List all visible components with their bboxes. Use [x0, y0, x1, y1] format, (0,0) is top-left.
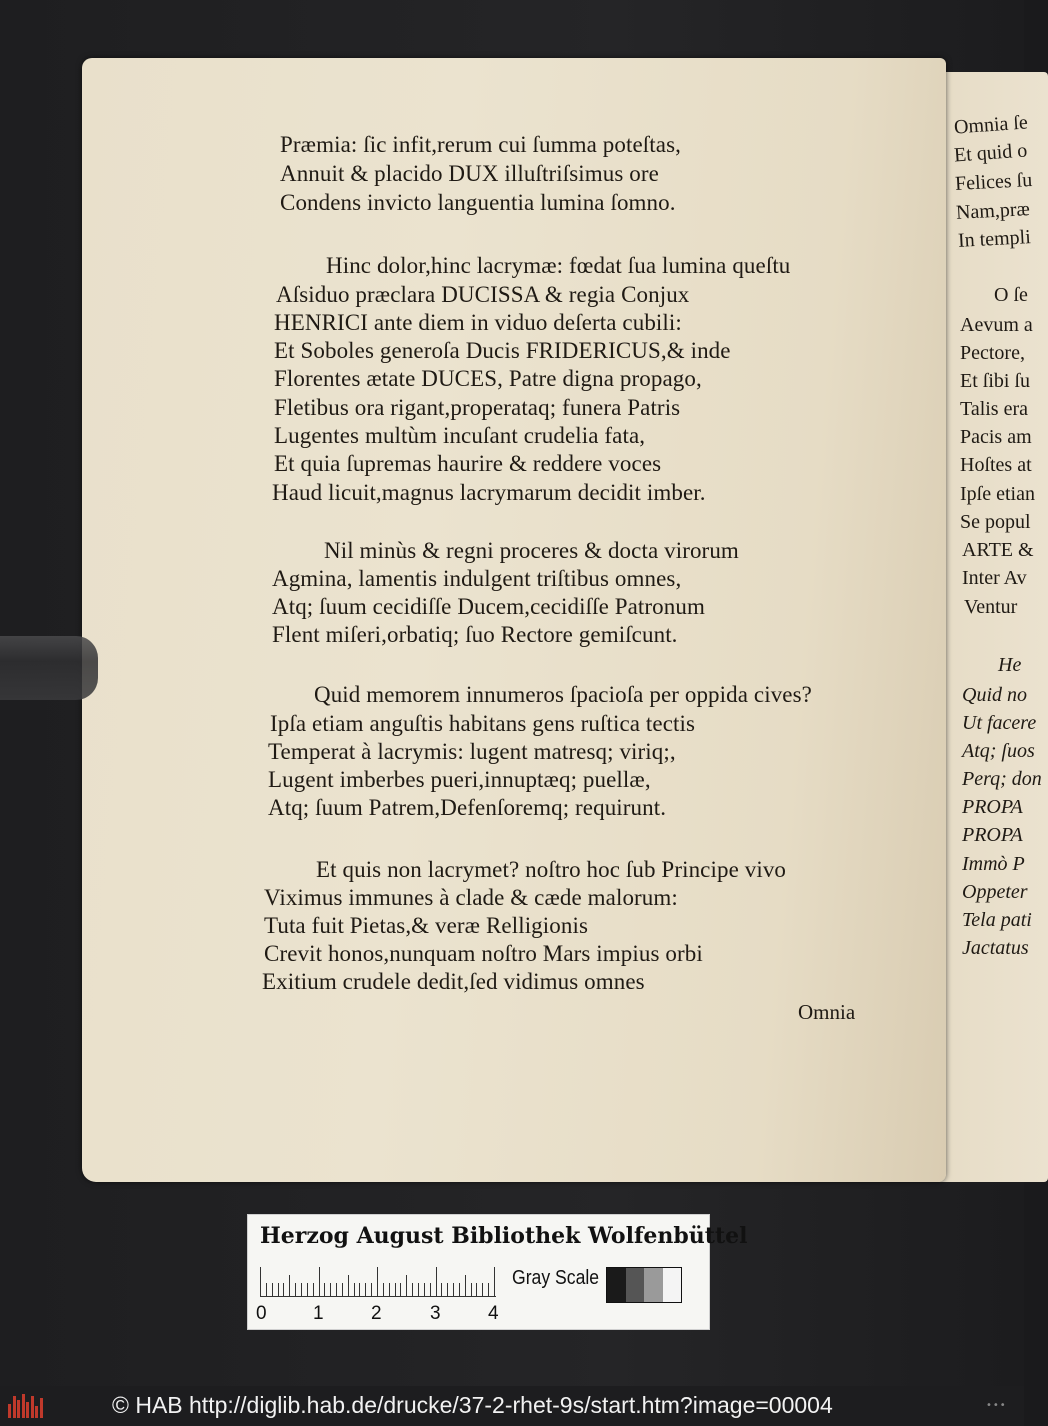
facing-line: Aevum a — [960, 314, 1033, 336]
facing-line: Jactatus — [962, 937, 1029, 959]
facing-line: Pectore, — [960, 342, 1025, 364]
library-name: Herzog August Bibliothek Wolfenbüttel — [260, 1223, 748, 1249]
ruler-tick — [330, 1283, 331, 1297]
gray-scale-label: Gray Scale — [512, 1267, 600, 1289]
ruler-number: 3 — [430, 1303, 441, 1324]
logo-bar — [35, 1406, 38, 1418]
facing-line: Atq; ſuos — [962, 740, 1035, 762]
ruler-icon — [260, 1267, 500, 1297]
facing-line: Ventur — [964, 596, 1018, 618]
facing-line: Pacis am — [960, 426, 1032, 448]
ruler-tick — [301, 1283, 302, 1297]
ruler-tick — [319, 1267, 320, 1297]
facing-line: Omnia ſe — [953, 111, 1029, 139]
ruler-tick — [488, 1283, 489, 1297]
verse-line: Nil minùs & regni proceres & docta virorum — [324, 538, 739, 563]
facing-line: In templi — [957, 226, 1032, 252]
copyright-url[interactable]: © HAB http://diglib.hab.de/drucke/37-2-rhet-9s/start.htm?image=00004 — [112, 1392, 833, 1418]
ruler-tick — [471, 1283, 472, 1297]
facing-line: Et ſibi ſu — [960, 370, 1030, 392]
verse-line: Crevit honos,nunquam noſtro Mars impius orbi — [264, 941, 703, 966]
verse-line: Ipſa etiam anguſtis habitans gens ruſtica tectis — [270, 711, 696, 736]
facing-line: Tela pati — [962, 909, 1032, 931]
ruler-tick — [348, 1275, 349, 1297]
verse-line: Et Soboles generoſa Ducis FRIDERICUS,& inde — [274, 338, 731, 363]
facing-line: Immò P — [962, 853, 1025, 875]
ruler-tick — [295, 1283, 296, 1297]
logo-bar — [40, 1398, 43, 1418]
logo-bar — [31, 1396, 34, 1418]
facing-line: Hoſtes at — [960, 454, 1032, 476]
gray-swatch — [626, 1268, 645, 1302]
hab-logo-icon — [8, 1394, 44, 1418]
logo-bar — [17, 1400, 20, 1418]
logo-bar — [26, 1402, 29, 1418]
ruler-tick — [389, 1283, 390, 1297]
logo-bar — [22, 1394, 25, 1418]
verse-line: Tuta fuit Pietas,& veræ Relligionis — [264, 913, 589, 938]
verse-line: HENRICI ante diem in viduo deſerta cubili: — [274, 310, 682, 335]
verse-line: Lugentes multùm incuſant crudelia fata, — [274, 423, 646, 448]
catchword: Omnia — [798, 1000, 856, 1024]
ruler-tick — [436, 1267, 437, 1297]
facing-line: O ſe — [994, 284, 1028, 306]
ruler-tick — [342, 1283, 343, 1297]
ruler-tick — [395, 1283, 396, 1297]
ruler-tick — [482, 1283, 483, 1297]
footer-bar — [0, 1386, 1024, 1426]
ruler-tick — [494, 1267, 495, 1297]
ruler-tick — [266, 1283, 267, 1297]
ruler-tick — [459, 1283, 460, 1297]
menu-dots-icon[interactable]: ••• — [986, 1400, 1007, 1411]
facing-line: Inter Av — [962, 567, 1027, 589]
color-scale-card — [247, 1214, 748, 1330]
gray-swatch — [663, 1268, 682, 1302]
ruler-tick — [383, 1283, 384, 1297]
verse-line: Haud licuit,magnus lacrymarum decidit imber. — [272, 480, 706, 505]
ruler-tick — [324, 1283, 325, 1297]
facing-line: Se popul — [960, 511, 1031, 533]
gray-scale-swatches — [606, 1267, 682, 1303]
ruler-number: 1 — [313, 1303, 324, 1324]
facing-line: He — [998, 654, 1022, 676]
gray-swatch — [644, 1268, 663, 1302]
ruler-tick — [424, 1283, 425, 1297]
verse-line: Et quis non lacrymet? noſtro hoc ſub Principe vivo — [316, 857, 787, 882]
facing-line: Et quid o — [953, 139, 1028, 167]
ruler-tick — [371, 1283, 372, 1297]
verse-line: Fletibus ora rigant,properataq; funera Patris — [274, 395, 681, 420]
facing-line: Talis era — [960, 398, 1029, 420]
facing-line: Felices ſu — [954, 168, 1033, 196]
ruler-tick — [476, 1283, 477, 1297]
verse-line: Et quia ſupremas haurire & reddere voces — [274, 451, 662, 476]
facing-line: PROPA — [962, 824, 1023, 846]
ruler-tick — [418, 1283, 419, 1297]
ruler-tick — [307, 1283, 308, 1297]
ruler-number: 4 — [488, 1303, 499, 1324]
ruler-tick — [260, 1267, 261, 1297]
verse-line: Aſsiduo præclara DUCISSA & regia Conjux — [276, 282, 690, 307]
ruler-tick — [278, 1283, 279, 1297]
ruler-tick — [377, 1267, 378, 1297]
verse-line: Exitium crudele dedit,ſed vidimus omnes — [262, 969, 645, 994]
verse-line: Præmia: ſic infit,rerum cui ſumma poteſtas, — [280, 132, 681, 157]
verse-line: Condens invicto languentia lumina ſomno. — [280, 190, 676, 215]
ruler-tick — [359, 1283, 360, 1297]
gray-swatch — [607, 1268, 626, 1302]
verse-line: Atq; ſuum Patrem,Defenſoremq; requirunt. — [268, 795, 667, 820]
facing-line: PROPA — [962, 796, 1023, 818]
ruler-tick — [354, 1283, 355, 1297]
ruler-tick — [400, 1283, 401, 1297]
ruler-number: 2 — [371, 1303, 382, 1324]
facing-line: Ipſe etian — [960, 483, 1035, 505]
ruler-tick — [441, 1283, 442, 1297]
verse-line: Quid memorem innumeros ſpacioſa per oppida cives? — [314, 682, 812, 707]
verse-line: Lugent imberbes pueri,innuptæq; puellæ, — [268, 767, 651, 792]
facing-line: Quid no — [962, 684, 1027, 706]
facing-line: Perq; don — [962, 768, 1042, 790]
facing-line: Oppeter — [962, 881, 1028, 903]
ruler-number: 0 — [256, 1303, 267, 1324]
logo-bar — [13, 1396, 16, 1418]
facing-line: ARTE & — [962, 539, 1034, 561]
ruler-tick — [430, 1283, 431, 1297]
ruler-tick — [313, 1283, 314, 1297]
verse-line: Annuit & placido DUX illuſtriſsimus ore — [280, 161, 659, 186]
facing-line: Ut facere — [962, 712, 1037, 734]
verse-line: Atq; ſuum cecidiſſe Ducem,cecidiſſe Patronum — [272, 594, 705, 619]
ruler-tick — [465, 1275, 466, 1297]
ruler-tick — [365, 1283, 366, 1297]
verse-line: Agmina, lamentis indulgent triſtibus omnes, — [272, 566, 682, 591]
ruler-tick — [453, 1283, 454, 1297]
verse-line: Temperat à lacrymis: lugent matresq; viriq;, — [268, 739, 676, 764]
ruler-tick — [412, 1283, 413, 1297]
verse-line: Florentes ætate DUCES, Patre digna propago, — [274, 366, 702, 391]
ruler-tick — [447, 1283, 448, 1297]
facing-line: Nam,præ — [955, 198, 1031, 224]
ruler-tick — [283, 1283, 284, 1297]
ruler-tick — [406, 1275, 407, 1297]
verse-line: Flent miſeri,orbatiq; ſuo Rectore gemiſcunt. — [272, 622, 678, 647]
ruler-tick — [272, 1283, 273, 1297]
ruler-tick — [289, 1275, 290, 1297]
verse-line: Viximus immunes à clade & cæde malorum: — [264, 885, 678, 910]
ruler-tick — [336, 1283, 337, 1297]
verse-line: Hinc dolor,hinc lacrymæ: fœdat ſua lumina queſtu — [326, 253, 791, 278]
logo-bar — [8, 1404, 11, 1418]
